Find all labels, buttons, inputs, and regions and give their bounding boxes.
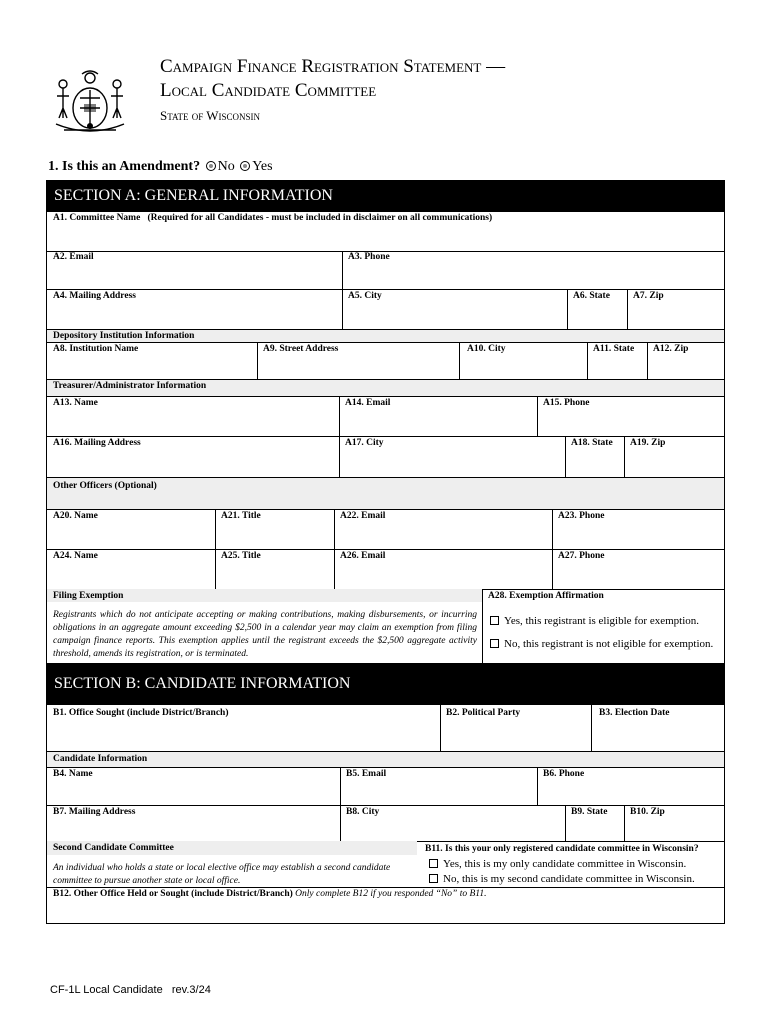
election-date-field[interactable]: [591, 705, 724, 751]
state-field[interactable]: [567, 289, 627, 329]
phone-label: A3. Phone: [348, 252, 390, 262]
committee-name-label: A1. Committee Name (Required for all Candidates - must be included in disclaimer on all communications): [53, 213, 493, 223]
other-officers-header: [47, 477, 724, 509]
amendment-no-radio[interactable]: [206, 161, 216, 171]
candidate-city-field[interactable]: [340, 805, 565, 841]
candidate-phone-label: B6. Phone: [543, 769, 585, 779]
officer1-email-label: A22. Email: [340, 511, 386, 521]
treasurer-address-label: A16. Mailing Address: [53, 438, 141, 448]
b12-note: Only complete B12 if you responded “No” to B11.: [295, 889, 487, 899]
b11-no-checkbox[interactable]: [429, 874, 438, 883]
exemption-no-option[interactable]: No, this registrant is not eligible for exemption.: [490, 638, 713, 650]
treasurer-name-label: A13. Name: [53, 398, 98, 408]
b11-yes-option[interactable]: Yes, this is my only candidate committee in Wisconsin.: [429, 858, 686, 870]
b12-field[interactable]: [47, 901, 724, 923]
treasurer-label: Treasurer/Administrator Information: [53, 381, 207, 391]
street-address-label: A9. Street Address: [263, 344, 339, 354]
office-sought-field[interactable]: [47, 705, 440, 751]
treasurer-zip-label: A19. Zip: [630, 438, 666, 448]
officer2-phone-field[interactable]: [552, 549, 724, 589]
institution-city-label: A10. City: [467, 344, 506, 354]
email-label: A2. Email: [53, 252, 94, 262]
candidate-name-label: B4. Name: [53, 769, 93, 779]
treasurer-phone-label: A15. Phone: [543, 398, 590, 408]
phone-field[interactable]: [342, 251, 724, 289]
candidate-email-label: B5. Email: [346, 769, 387, 779]
officer2-phone-label: A27. Phone: [558, 551, 605, 561]
candidate-zip-field[interactable]: [624, 805, 724, 841]
candidate-address-field[interactable]: [47, 805, 340, 841]
treasurer-email-label: A14. Email: [345, 398, 391, 408]
officer1-phone-field[interactable]: [552, 509, 724, 549]
candidate-name-field[interactable]: [47, 767, 340, 805]
form-footer: CF-1L Local Candidate rev.3/24: [50, 984, 211, 996]
officer2-email-field[interactable]: [334, 549, 552, 589]
officer2-title-field[interactable]: [215, 549, 334, 589]
candidate-email-field[interactable]: [340, 767, 537, 805]
treasurer-address-field[interactable]: [47, 436, 339, 477]
candidate-zip-label: B10. Zip: [630, 807, 665, 817]
form-title-line1: Campaign Finance Registration Statement —: [160, 56, 506, 77]
treasurer-city-field[interactable]: [339, 436, 565, 477]
treasurer-phone-field[interactable]: [537, 396, 724, 436]
city-label: A5. City: [348, 291, 382, 301]
committee-name-field[interactable]: [47, 225, 724, 251]
political-party-label: B2. Political Party: [446, 708, 521, 718]
institution-state-label: A11. State: [593, 344, 635, 354]
exemption-affirmation-label: A28. Exemption Affirmation: [488, 591, 604, 601]
candidate-phone-field[interactable]: [537, 767, 724, 805]
political-party-field[interactable]: [440, 705, 591, 751]
officer1-title-label: A21. Title: [221, 511, 261, 521]
depository-header: [47, 329, 724, 342]
city-field[interactable]: [342, 289, 567, 329]
b11-no-option[interactable]: No, this is my second candidate committee in Wisconsin.: [429, 873, 695, 885]
b11-yes-checkbox[interactable]: [429, 859, 438, 868]
officer1-name-label: A20. Name: [53, 511, 98, 521]
amendment-yes-radio[interactable]: [240, 161, 250, 171]
mailing-address-label: A4. Mailing Address: [53, 291, 136, 301]
depository-label: Depository Institution Information: [53, 331, 195, 341]
section-b-heading: SECTION B: CANDIDATE INFORMATION: [47, 663, 724, 705]
candidate-city-label: B8. City: [346, 807, 380, 817]
amendment-question: [48, 159, 273, 175]
officer2-title-label: A25. Title: [221, 551, 261, 561]
institution-name-label: A8. Institution Name: [53, 344, 139, 354]
state-label: A6. State: [573, 291, 610, 301]
form-subtitle: State of Wisconsin: [160, 108, 261, 123]
other-officers-label: Other Officers (Optional): [53, 481, 157, 491]
treasurer-state-label: A18. State: [571, 438, 613, 448]
registration-form: [46, 180, 725, 924]
office-sought-label: B1. Office Sought (include District/Branch): [53, 708, 229, 718]
b12-label: B12. Other Office Held or Sought (include District/Branch) Only complete B12 if you responded “No” to B11.: [53, 889, 487, 899]
institution-zip-label: A12. Zip: [653, 344, 689, 354]
email-field[interactable]: [47, 251, 342, 289]
candidate-info-header: [47, 751, 724, 767]
officer1-email-field[interactable]: [334, 509, 552, 549]
institution-zip-field[interactable]: [647, 342, 724, 379]
zip-label: A7. Zip: [633, 291, 664, 301]
treasurer-email-field[interactable]: [339, 396, 537, 436]
officer2-name-label: A24. Name: [53, 551, 98, 561]
wisconsin-seal-icon: [50, 64, 130, 140]
amendment-yes-label: Yes: [252, 159, 273, 174]
b11-question-label: B11. Is this your only registered candidate committee in Wisconsin?: [425, 844, 699, 854]
exemption-yes-option[interactable]: Yes, this registrant is eligible for exemption.: [490, 615, 699, 627]
officer1-phone-label: A23. Phone: [558, 511, 605, 521]
candidate-address-label: B7. Mailing Address: [53, 807, 136, 817]
second-committee-label: Second Candidate Committee: [53, 843, 174, 853]
candidate-state-label: B9. State: [571, 807, 608, 817]
amendment-no-label: No: [217, 159, 235, 174]
officer1-title-field[interactable]: [215, 509, 334, 549]
officer2-name-field[interactable]: [47, 549, 215, 589]
street-address-field[interactable]: [257, 342, 459, 379]
treasurer-header: [47, 379, 724, 396]
candidate-state-field[interactable]: [565, 805, 624, 841]
candidate-info-label: Candidate Information: [53, 754, 148, 764]
filing-exemption-label: Filing Exemption: [53, 591, 124, 601]
amendment-label: 1. Is this an Amendment?: [48, 159, 201, 174]
institution-city-field[interactable]: [459, 342, 587, 379]
election-date-label: B3. Election Date: [599, 708, 670, 718]
officer1-name-field[interactable]: [47, 509, 215, 549]
institution-name-field[interactable]: [47, 342, 257, 379]
mailing-address-field[interactable]: [47, 289, 342, 329]
exemption-no-checkbox[interactable]: [490, 639, 499, 648]
officer2-email-label: A26. Email: [340, 551, 386, 561]
treasurer-zip-field[interactable]: [624, 436, 724, 477]
zip-field[interactable]: [627, 289, 724, 329]
form-title-line2: Local Candidate Committee: [160, 80, 377, 101]
institution-state-field[interactable]: [587, 342, 647, 379]
treasurer-name-field[interactable]: [47, 396, 339, 436]
treasurer-state-field[interactable]: [565, 436, 624, 477]
filing-exemption-note: Registrants which do not anticipate accepting or making contributions, making disbursements, or incurring obligations in an aggregate amount exceeding $2,500 in a calendar year may claim an exemption from filing campaign finance reports. This exemption applies until the registrant exceeds the $2,500 aggregate activity threshold, amends its registration, or is terminated.: [53, 610, 477, 659]
section-a-heading: SECTION A: GENERAL INFORMATION: [47, 181, 724, 211]
second-committee-note: An individual who holds a state or local elective office may establish a second candidate committee to pursue another state or local office.: [53, 863, 391, 886]
treasurer-city-label: A17. City: [345, 438, 384, 448]
exemption-yes-checkbox[interactable]: [490, 616, 499, 625]
